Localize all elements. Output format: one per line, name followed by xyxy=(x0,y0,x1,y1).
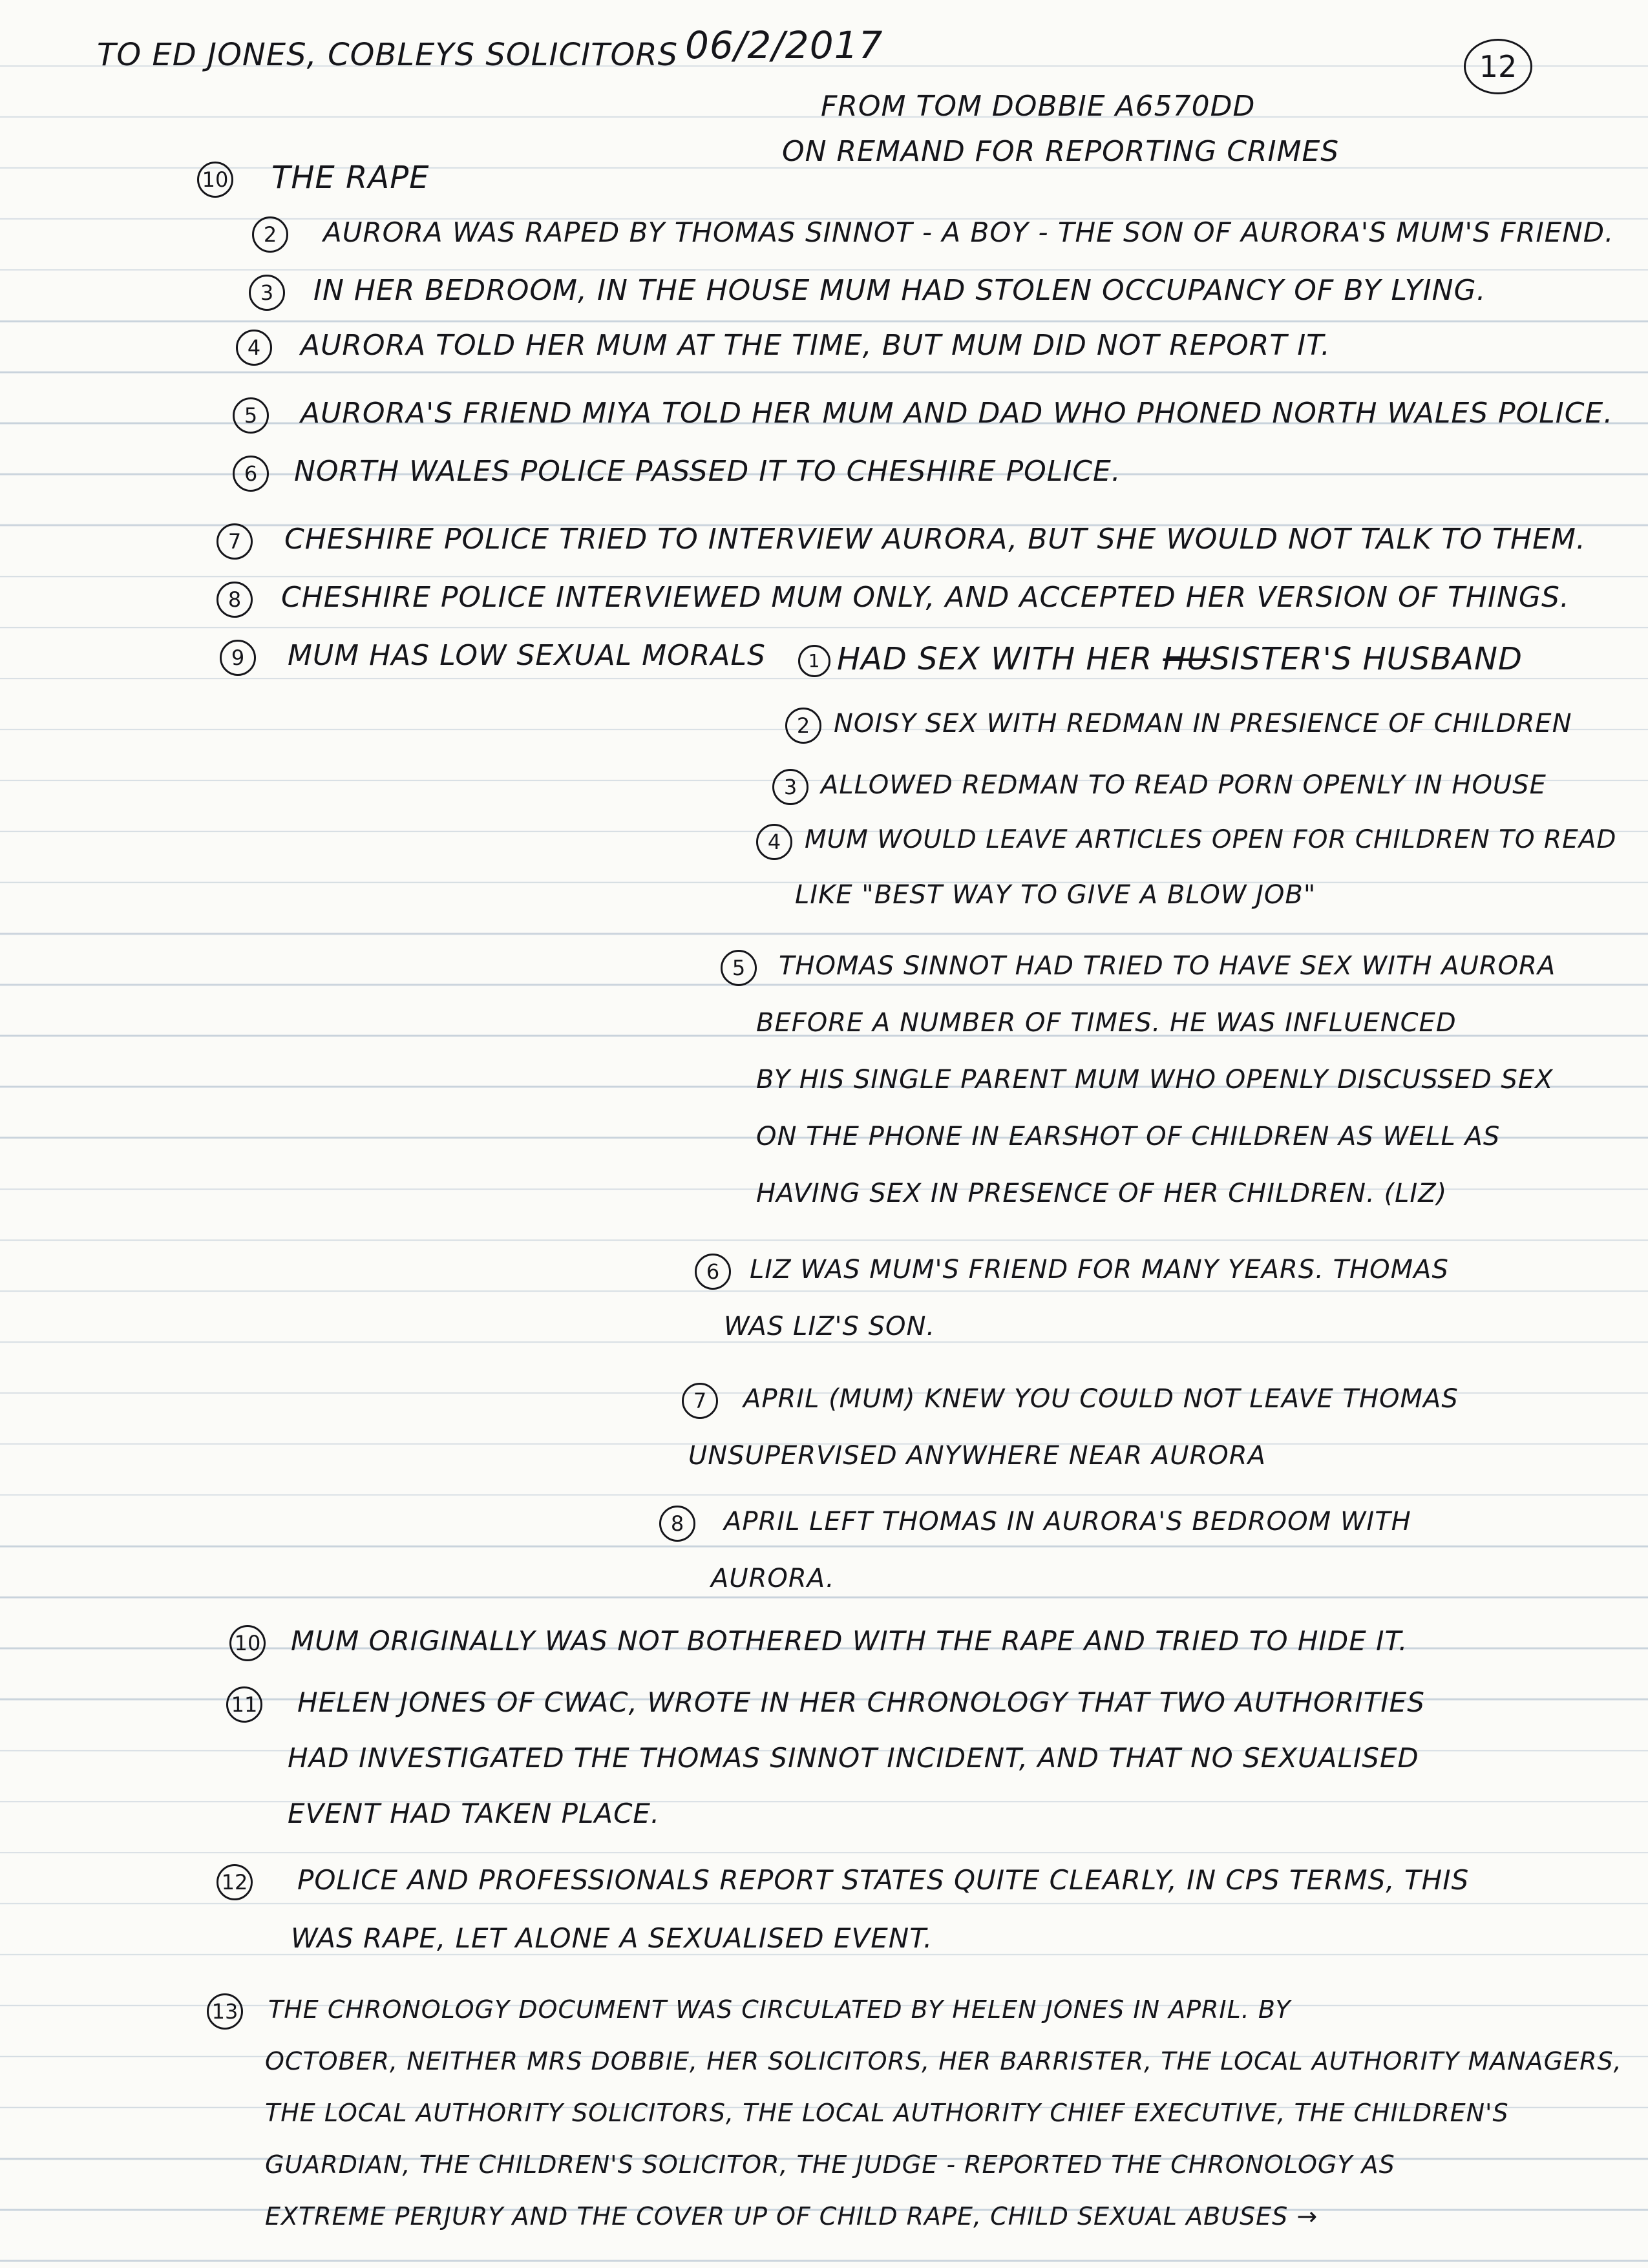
point-text-line: BY HIS SINGLE PARENT MUM WHO OPENLY DISCUSSED SEX xyxy=(756,1065,1554,1095)
point-number: 5 xyxy=(721,950,757,986)
point-number: 7 xyxy=(217,523,253,560)
point-number: 11 xyxy=(226,1686,262,1723)
point-text-line: NORTH WALES POLICE PASSED IT TO CHESHIRE POLICE. xyxy=(294,455,1121,488)
point-text-line: APRIL LEFT THOMAS IN AURORA'S BEDROOM WITH xyxy=(724,1507,1411,1537)
sender-line: FROM TOM DOBBIE A6570DD xyxy=(821,90,1256,123)
point-text-line: CHESHIRE POLICE TRIED TO INTERVIEW AURORA, BUT SHE WOULD NOT TALK TO THEM. xyxy=(284,523,1586,556)
point-text-line: THE CHRONOLOGY DOCUMENT WAS CIRCULATED BY HELEN JONES IN APRIL. BY xyxy=(268,1995,1291,2024)
addressee: TO ED JONES, COBLEYS SOLICITORS xyxy=(97,37,679,73)
section-number: 10 xyxy=(197,162,233,198)
point-number: 2 xyxy=(252,216,288,253)
point-text-line: MUM ORIGINALLY WAS NOT BOTHERED WITH THE RAPE AND TRIED TO HIDE IT. xyxy=(291,1625,1408,1657)
point-number: 2 xyxy=(785,708,821,744)
point-text-line: EVENT HAD TAKEN PLACE. xyxy=(288,1798,660,1829)
point-text-line: WAS LIZ'S SON. xyxy=(724,1312,936,1341)
sender-status: ON REMAND FOR REPORTING CRIMES xyxy=(782,135,1340,168)
section-title: THE RAPE xyxy=(271,160,430,196)
point-text-line: HAVING SEX IN PRESENCE OF HER CHILDREN. (LIZ) xyxy=(756,1179,1448,1208)
point-text-line: MUM WOULD LEAVE ARTICLES OPEN FOR CHILDREN TO READ xyxy=(805,825,1617,854)
point-text-line: AURORA TOLD HER MUM AT THE TIME, BUT MUM DID NOT REPORT IT. xyxy=(301,329,1331,362)
point-number: 3 xyxy=(249,275,285,311)
point-number: 13 xyxy=(207,1993,243,2030)
point-number: 3 xyxy=(772,769,808,805)
point-text-line: OCTOBER, NEITHER MRS DOBBIE, HER SOLICITORS, HER BARRISTER, THE LOCAL AUTHORITY MANAGERS, xyxy=(265,2047,1622,2075)
point-text-line: AURORA. xyxy=(711,1564,835,1593)
point-number: 1 xyxy=(798,645,830,677)
point-text-line: MUM HAS LOW SEXUAL MORALS xyxy=(288,639,766,672)
point-text-line: NOISY SEX WITH REDMAN IN PRESIENCE OF CHILDREN xyxy=(834,709,1572,739)
point-text-line: ON THE PHONE IN EARSHOT OF CHILDREN AS WELL AS xyxy=(756,1122,1501,1151)
point-text: HAD SEX WITH HER xyxy=(837,641,1163,677)
point-number: 6 xyxy=(695,1254,731,1290)
point-text-line: WAS RAPE, LET ALONE A SEXUALISED EVENT. xyxy=(291,1922,933,1954)
point-number: 4 xyxy=(236,330,272,366)
point-text-line: APRIL (MUM) KNEW YOU COULD NOT LEAVE THOMAS xyxy=(743,1384,1459,1414)
point-number: 12 xyxy=(217,1864,253,1900)
point-text-line: AURORA WAS RAPED BY THOMAS SINNOT - A BOY - THE SON OF AURORA'S MUM'S FRIEND. xyxy=(323,216,1614,248)
point-number: 8 xyxy=(217,582,253,618)
point-text-line: THE LOCAL AUTHORITY SOLICITORS, THE LOCAL AUTHORITY CHIEF EXECUTIVE, THE CHILDREN'S xyxy=(265,2099,1509,2127)
point-text-line: THOMAS SINNOT HAD TRIED TO HAVE SEX WITH AURORA xyxy=(779,951,1556,981)
point-text-line: UNSUPERVISED ANYWHERE NEAR AURORA xyxy=(688,1441,1266,1471)
point-text-line: AURORA'S FRIEND MIYA TOLD HER MUM AND DAD WHO PHONED NORTH WALES POLICE. xyxy=(301,397,1614,430)
point-number: 8 xyxy=(659,1506,695,1542)
point-text-line: HELEN JONES OF CWAC, WROTE IN HER CHRONOLOGY THAT TWO AUTHORITIES xyxy=(297,1686,1425,1718)
point-text-line: CHESHIRE POLICE INTERVIEWED MUM ONLY, AND ACCEPTED HER VERSION OF THINGS. xyxy=(281,581,1570,614)
point-number: 4 xyxy=(756,824,792,860)
point-text: SISTER'S HUSBAND xyxy=(1210,641,1523,677)
point-text-line: IN HER BEDROOM, IN THE HOUSE MUM HAD STOLEN OCCUPANCY OF BY LYING. xyxy=(313,274,1486,307)
point-text-line: EXTREME PERJURY AND THE COVER UP OF CHILD RAPE, CHILD SEXUAL ABUSES → xyxy=(265,2202,1318,2231)
struck-out-text: HU xyxy=(1163,641,1210,677)
point-text-line: LIZ WAS MUM'S FRIEND FOR MANY YEARS. THOMAS xyxy=(750,1255,1449,1285)
point-text-line: LIKE "BEST WAY TO GIVE A BLOW JOB" xyxy=(795,880,1316,910)
point-text-line: GUARDIAN, THE CHILDREN'S SOLICITOR, THE JUDGE - REPORTED THE CHRONOLOGY AS xyxy=(265,2150,1395,2179)
point-text-line: ALLOWED REDMAN TO READ PORN OPENLY IN HOUSE xyxy=(821,770,1547,800)
point-number: 6 xyxy=(233,456,269,492)
point-number: 7 xyxy=(682,1383,718,1419)
page-number: 12 xyxy=(1464,39,1532,94)
point-text-line: POLICE AND PROFESSIONALS REPORT STATES QUITE CLEARLY, IN CPS TERMS, THIS xyxy=(297,1864,1470,1896)
point-number: 9 xyxy=(220,640,256,676)
point-text-line: HAD INVESTIGATED THE THOMAS SINNOT INCIDENT, AND THAT NO SEXUALISED xyxy=(288,1742,1419,1774)
point-text-line: BEFORE A NUMBER OF TIMES. HE WAS INFLUENCED xyxy=(756,1008,1457,1038)
morals-first-point xyxy=(792,640,1523,678)
letter-date: 06/2/2017 xyxy=(685,23,883,67)
point-number: 10 xyxy=(229,1625,266,1661)
point-number: 5 xyxy=(233,397,269,434)
